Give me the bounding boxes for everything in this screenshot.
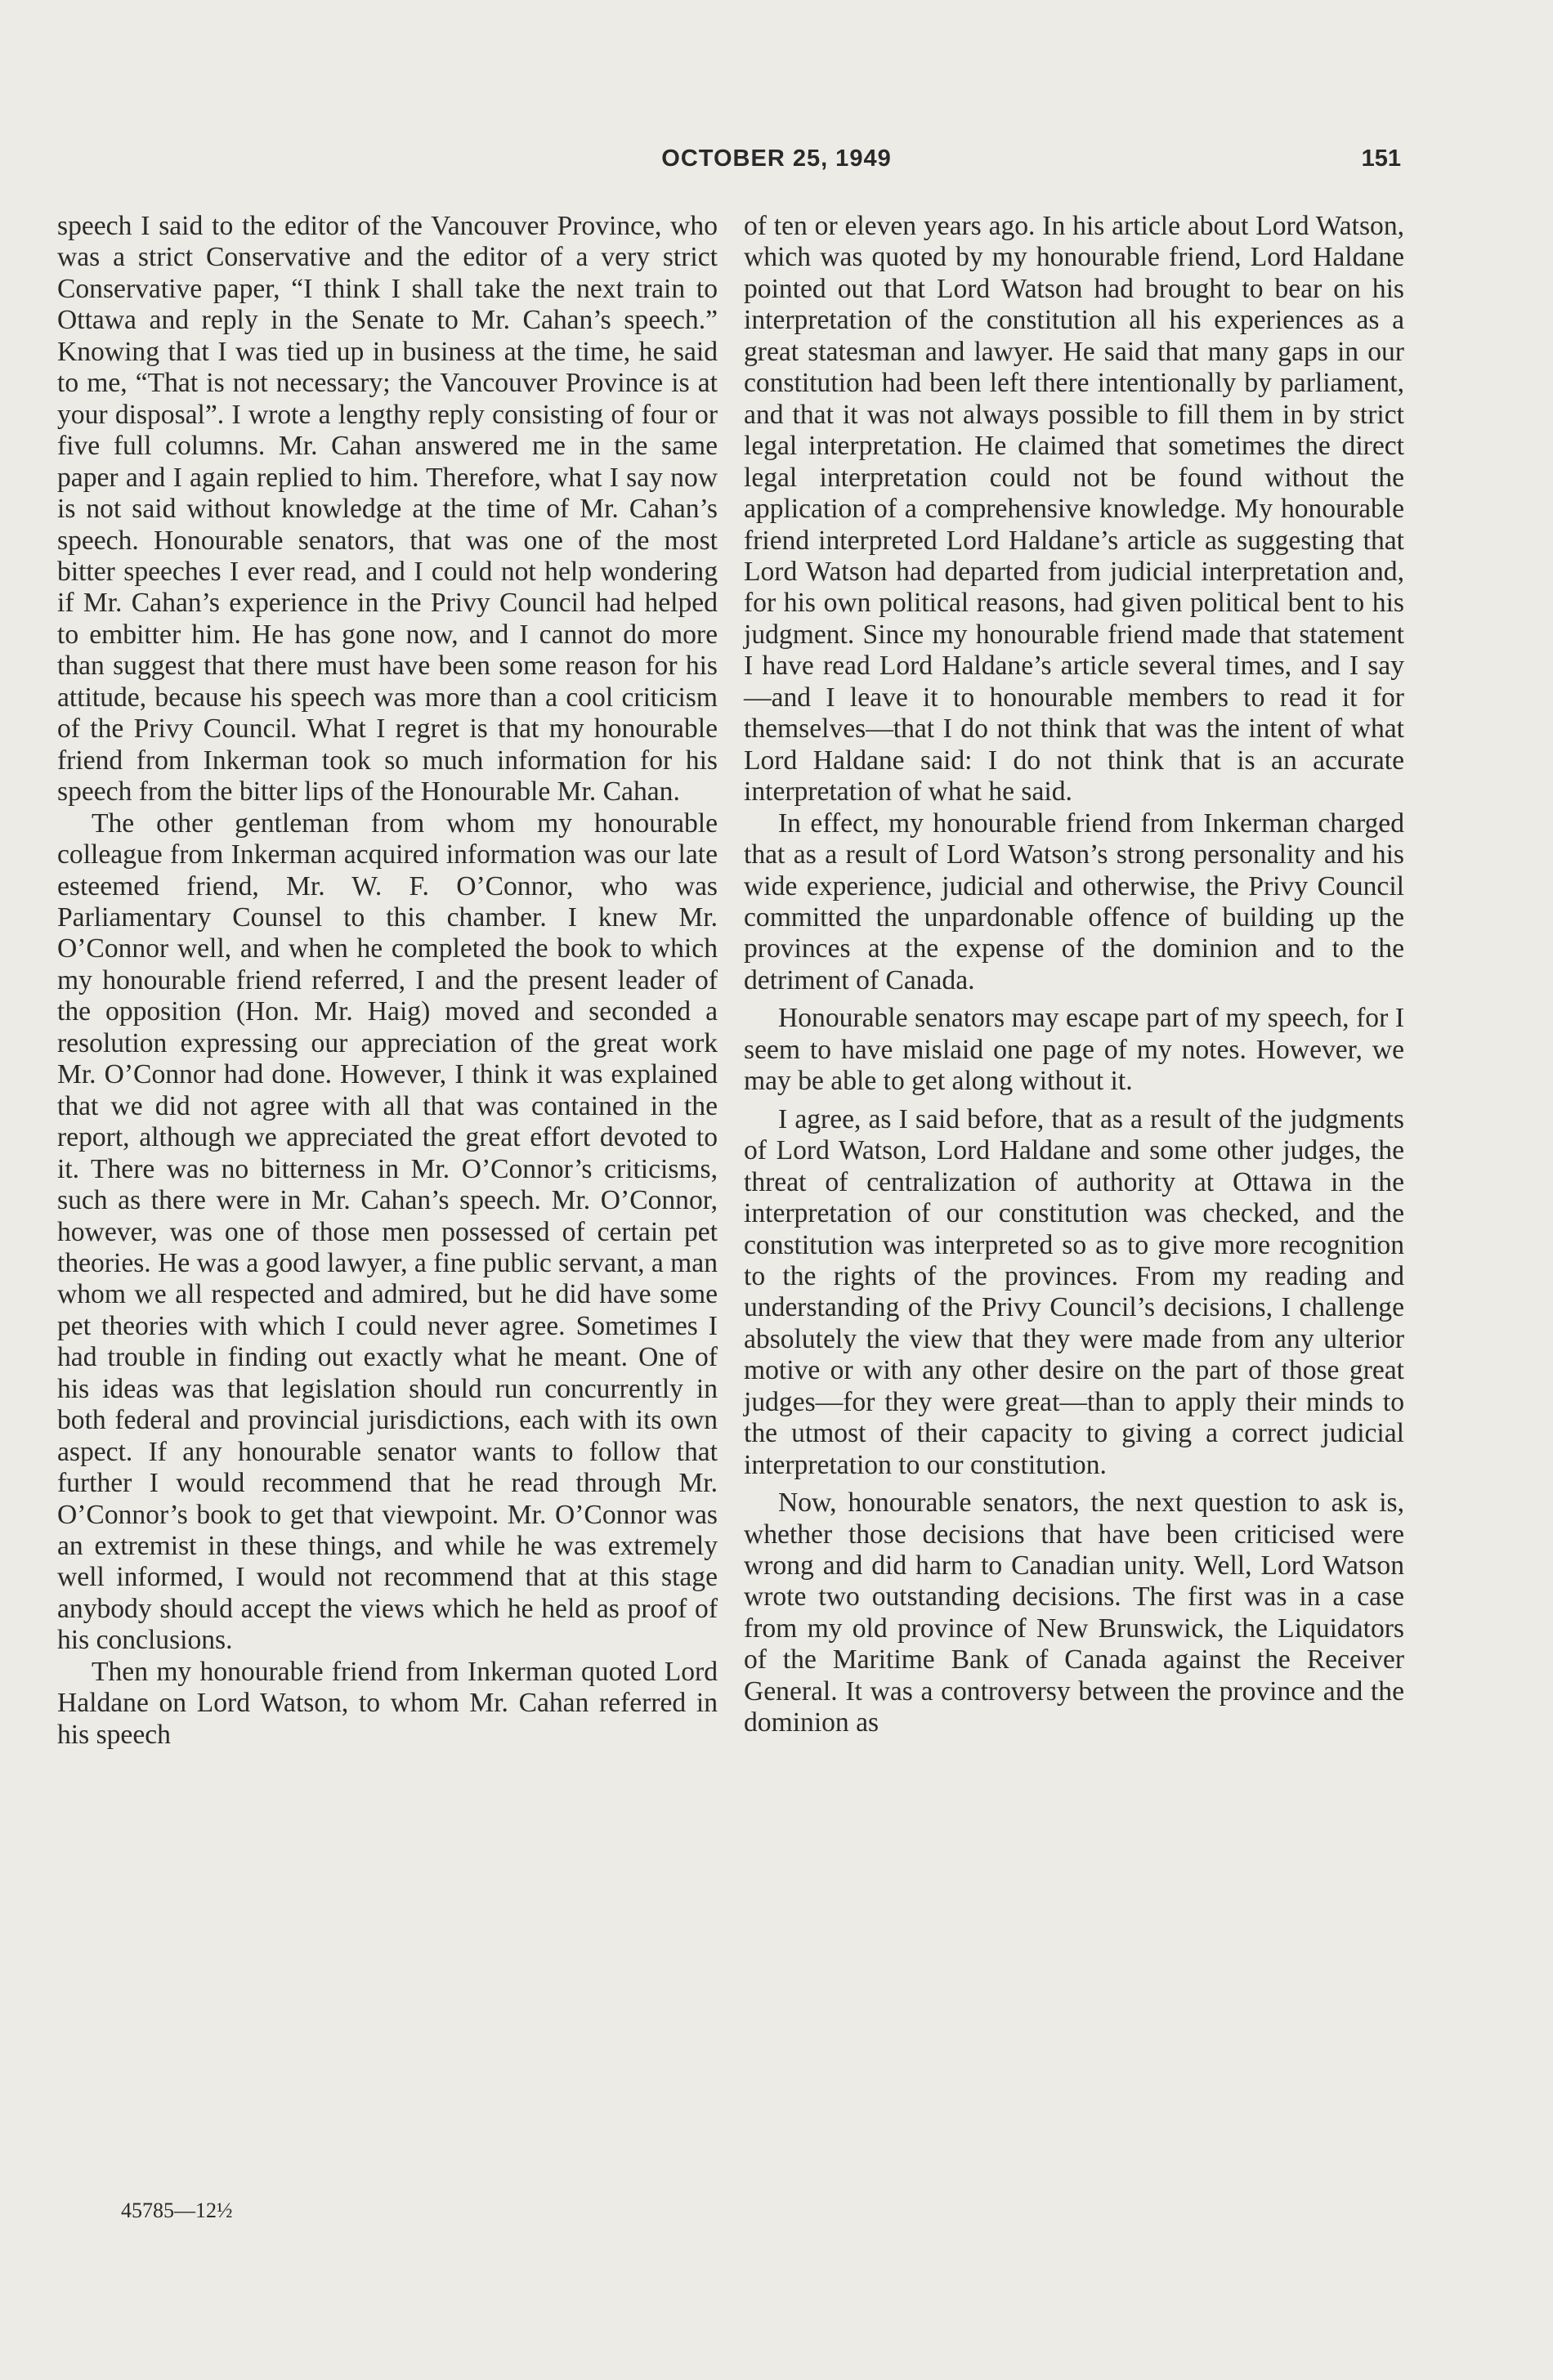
right-column [744, 211, 1404, 1751]
right-paragraph-5: Now, honourable senators, the next question to ask is, whether those decisions that have been criticised were wrong and did harm to Canadian unity. Well, Lord Watson wrote two outstanding decisions. The first was in a case from my old province of New Brunswick, the Liquidators of the Maritime Bank of Canada against the Receiver General. It was a controversy between the province and the dominion as [744, 1488, 1404, 1738]
right-paragraph-1: of ten or eleven years ago. In his article about Lord Watson, which was quoted by my honourable friend, Lord Haldane pointed out that Lord Watson had brought to bear on his interpretation of the constitution all his experiences as a great statesman and lawyer. He said that many gaps in our constitution had been left there intentionally by parliament, and that it was not always possible to fill them in by strict legal interpretation. He claimed that sometimes the direct legal interpretation could not be found without the application of a comprehensive knowledge. My honourable friend interpreted Lord Haldane’s article as suggesting that Lord Watson had departed from judicial interpretation and, for his own political reasons, had given political bent to his judgment. Since my honourable friend made that statement I have read Lord Haldane’s article several times, and I say—and I leave it to honourable members to read it for themselves—that I do not think that was the intent of what Lord Haldane said: I do not think that is an accurate interpretation of what he said. [744, 211, 1404, 808]
left-paragraph-3: Then my honourable friend from Inkerman quoted Lord Haldane on Lord Watson, to whom Mr. Cahan referred in his speech [57, 1656, 718, 1750]
printer-code: 45785—12½ [121, 2199, 233, 2222]
left-paragraph-2: The other gentleman from whom my honourable colleague from Inkerman acquired information was our late esteemed friend, Mr. W. F. O’Connor, who was Parliamentary Counsel to this chamber. I knew Mr. O’Connor well, and when he completed the book to which my honourable friend referred, I and the present leader of the opposition (Hon. Mr. Haig) moved and seconded a resolution expressing our appreciation of the great work Mr. O’Connor had done. However, I think it was explained that we did not agree with all that was contained in the report, although we appreciated the great effort devoted to it. There was no bitterness in Mr. O’Connor’s criticisms, such as there were in Mr. Cahan’s speech. Mr. O’Connor, however, was one of those men possessed of certain pet theories. He was a good lawyer, a fine public servant, a man whom we all respected and admired, but he did have some pet theories with which I could never agree. Sometimes I had trouble in finding out exactly what he meant. One of his ideas was that legislation should run concurrently in both federal and provincial jurisdictions, each with its own aspect. If any honourable senator wants to follow that further I would recommend that he read through Mr. O’Connor’s book to get that viewpoint. Mr. O’Connor was an extremist in these things, and while he was extremely well informed, I would not recommend that at this stage anybody should accept the views which he held as proof of his conclusions. [57, 808, 718, 1656]
page-number: 151 [1361, 145, 1401, 172]
left-column [57, 211, 718, 1751]
left-paragraph-1: speech I said to the editor of the Vancouver Province, who was a strict Conservative and the editor of a very strict Conservative paper, “I think I shall take the next train to Ottawa and reply in the Senate to Mr. Cahan’s speech.” Knowing that I was tied up in business at the time, he said to me, “That is not necessary; the Vancouver Province is at your disposal”. I wrote a lengthy reply consisting of four or five full columns. Mr. Cahan answered me in the same paper and I again replied to him. Therefore, what I say now is not said without knowledge at the time of Mr. Cahan’s speech. Honourable senators, that was one of the most bitter speeches I ever read, and I could not help wondering if Mr. Cahan’s experience in the Privy Council had helped to embitter him. He has gone now, and I cannot do more than suggest that there must have been some reason for his attitude, because his speech was more than a cool criticism of the Privy Council. What I regret is that my honourable friend from Inkerman took so much information for his speech from the bitter lips of the Honourable Mr. Cahan. [57, 211, 718, 808]
right-paragraph-2: In effect, my honourable friend from Inkerman charged that as a result of Lord Watson’s strong personality and his wide experience, judicial and otherwise, the Privy Council committed the unpardonable offence of building up the provinces at the expense of the dominion and to the detriment of Canada. [744, 808, 1404, 995]
page-header [0, 145, 1553, 178]
right-paragraph-4: I agree, as I said before, that as a result of the judgments of Lord Watson, Lord Haldane and some other judges, the threat of centralization of authority at Ottawa in the interpretation of our constitution was checked, and the constitution was interpreted so as to give more recognition to the rights of the provinces. From my reading and understanding of the Privy Council’s decisions, I challenge absolutely the view that they were made from any ulterior motive or with any other desire on the part of those great judges—for they were great—than to apply their minds to the utmost of their capacity to giving a correct judicial interpretation to our constitution. [744, 1103, 1404, 1480]
header-date: OCTOBER 25, 1949 [661, 145, 892, 172]
text-columns [57, 211, 1404, 1751]
right-paragraph-3: Honourable senators may escape part of my speech, for I seem to have mislaid one page of my notes. However, we may be able to get along without it. [744, 1003, 1404, 1097]
